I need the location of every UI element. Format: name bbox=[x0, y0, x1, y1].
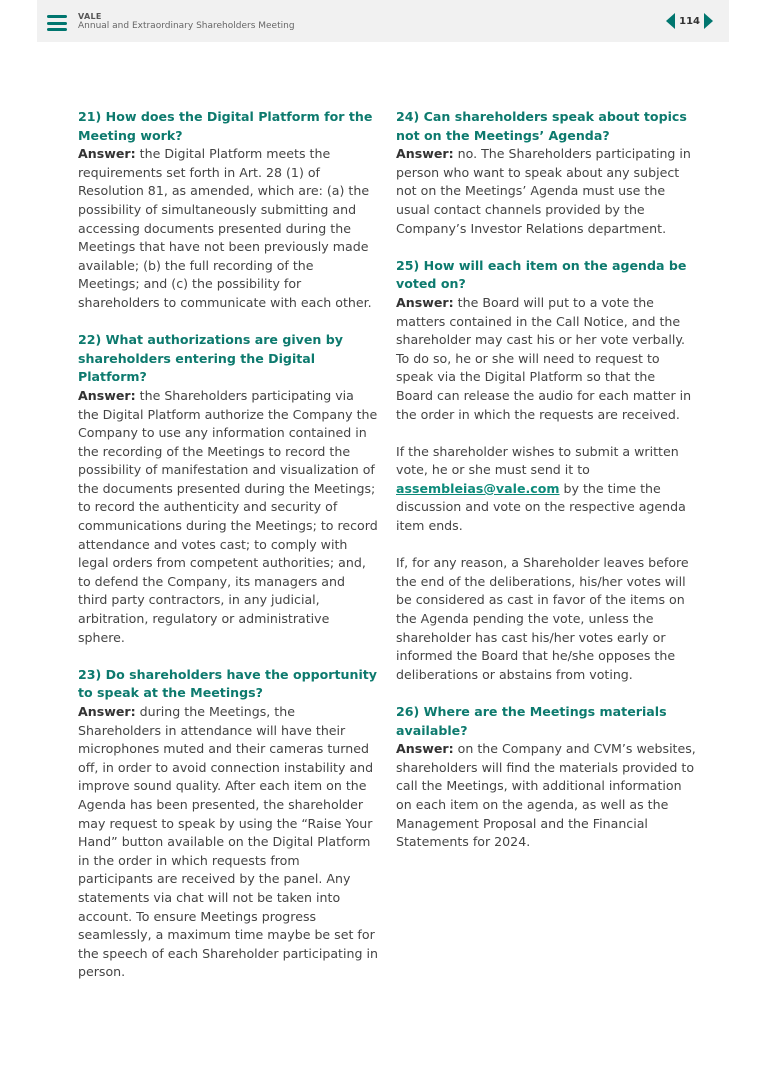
right-column bbox=[396, 108, 696, 870]
document-subtitle: Annual and Extraordinary Shareholders Meeting bbox=[78, 20, 295, 31]
brand-name: VALE bbox=[78, 12, 102, 21]
answer-body: on the Company and CVM’s websites, shareholders will find the materials provided to call the Meetings, with additional information on each item on the agenda, as well as the Management Proposal and the Financial Statements for 2024. bbox=[396, 741, 696, 850]
answer-body: no. The Shareholders participating in person who want to speak about any subject not on the Meetings’ Agenda must use the usual contact channels provided by the Company’s Investor Relations department. bbox=[396, 146, 691, 236]
leaving-paragraph: If, for any reason, a Shareholder leaves before the end of the deliberations, his/her votes will be considered as cast in favor of the items on the Agenda pending the vote, unless the shareholder has cast his/her votes early or informed the Board that he/she opposes the deliberations or abstains from voting. bbox=[396, 555, 689, 682]
question-heading: 26) Where are the Meetings materials available? bbox=[396, 704, 667, 738]
faq-item-26 bbox=[396, 703, 696, 852]
top-bar bbox=[37, 0, 729, 42]
paragraph-text: If the shareholder wishes to submit a written vote, he or she must send it to bbox=[396, 443, 679, 478]
answer-text bbox=[396, 145, 696, 238]
answer-body: the Digital Platform meets the requirements set forth in Art. 28 (1) of Resolution 81, as amended, which are: (a) the possibility of simultaneously submitting and accessing documents presented during the Meetings that have not been previously made available; (b) the full recording of the Meetings; and (c) the possibility for shareholders to communicate with each other. bbox=[78, 146, 372, 310]
question-heading: 22) What authorizations are given by shareholders entering the Digital Platform? bbox=[78, 332, 344, 385]
faq-item-25 bbox=[396, 257, 696, 685]
paragraph-text: by the time the discussion and vote on the respective agenda item ends. bbox=[396, 480, 686, 534]
answer-text bbox=[396, 294, 696, 424]
email-link[interactable]: assembleias@vale.com bbox=[396, 480, 560, 496]
answer-label: Answer: bbox=[78, 704, 136, 719]
answer-body: the Board will put to a vote the matters contained in the Call Notice, and the shareholder may cast his or her vote verbally. To do so, he or she will need to request to speak via the Digital Platform so that the Board can release the audio for each matter in the order in which the requests are received. bbox=[396, 294, 692, 422]
answer-label: Answer: bbox=[396, 146, 454, 162]
answer-text bbox=[78, 703, 378, 982]
question-heading: 23) Do shareholders have the opportunity to speak at the Meetings? bbox=[78, 666, 378, 701]
previous-page-icon[interactable] bbox=[666, 13, 675, 29]
page-number: 114 bbox=[679, 15, 700, 27]
document-header bbox=[78, 13, 295, 32]
left-column bbox=[78, 108, 378, 1001]
question-heading: 21) How does the Digital Platform for the Meeting work? bbox=[78, 109, 373, 143]
faq-item-21 bbox=[78, 108, 378, 313]
faq-item-23 bbox=[78, 666, 378, 982]
question-heading: 24) Can shareholders speak about topics not on the Meetings’ Agenda? bbox=[396, 109, 687, 143]
faq-item-22 bbox=[78, 331, 378, 647]
next-page-icon[interactable] bbox=[704, 13, 713, 29]
answer-body: during the Meetings, the Shareholders in attendance will have their microphones muted and their cameras turned off, in order to avoid connection instability and improve sound quality. After each item on the Agenda has been presented, the shareholder may request to speak by using the “Raise Your Hand” button available on the Digital Platform in the order in which requests from participants are received by the panel. Any statements via chat will not be taken into account. To ensure Meetings progress seamlessly, a maximum time maybe be set for the speech of each Shareholder participating in person. bbox=[78, 704, 378, 980]
answer-text bbox=[78, 145, 378, 312]
answer-label: Answer: bbox=[78, 387, 136, 403]
answer-label: Answer: bbox=[78, 146, 136, 162]
hamburger-menu-icon[interactable] bbox=[47, 15, 67, 31]
answer-text bbox=[396, 740, 696, 852]
answer-text bbox=[78, 387, 378, 647]
answer-label: Answer: bbox=[396, 294, 454, 310]
page-navigation bbox=[666, 13, 713, 29]
answer-body: the Shareholders participating via the Digital Platform authorize the Company the Company to use any information contained in the recording of the Meetings to record the possibility of manifestation and visualization of the documents presented during the Meetings; to record the authenticity and security of communications during the Meetings; to record attendance and votes cast; to comply with legal orders from competent authorities; and, to defend the Company, its managers and third party contractors, in any judicial, arbitration, regulatory or administrative sphere. bbox=[78, 387, 378, 645]
question-heading: 25) How will each item on the agenda be voted on? bbox=[396, 257, 687, 292]
answer-label: Answer: bbox=[396, 741, 454, 757]
written-vote-paragraph bbox=[396, 443, 696, 536]
faq-item-24 bbox=[396, 108, 696, 238]
